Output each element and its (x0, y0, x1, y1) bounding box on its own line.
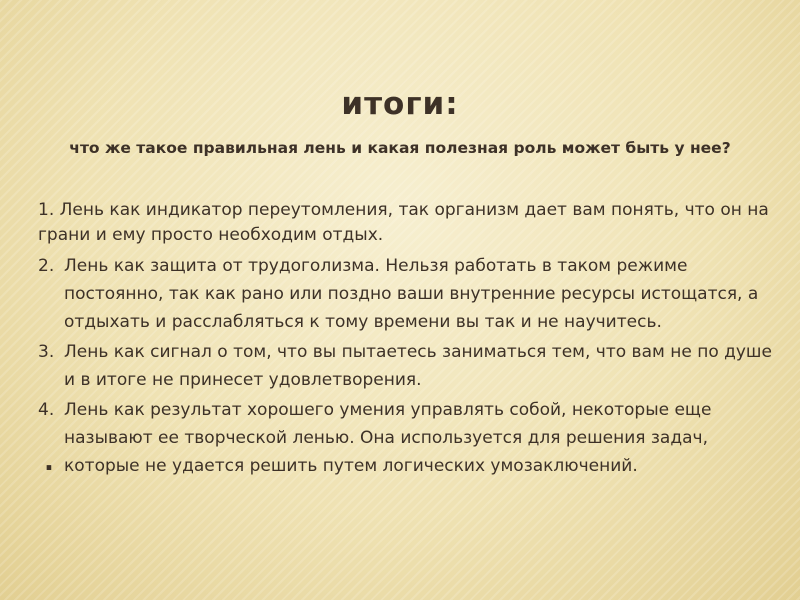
bullet-dot: . (44, 447, 54, 477)
slide-title: итоги: (341, 86, 459, 122)
list-item-text: Лень как защита от трудоголизма. Нельзя работать в таком режиме постоянно, так как рано или поздно ваши внутренние ресурсы истощатся, а отдыхать и расслабляться к тому времени вы так и не научитесь. (64, 256, 759, 332)
list-item-number: 1. (38, 200, 55, 220)
list-item (38, 338, 778, 394)
slide-subtitle: что же такое правильная лень и какая полезная роль может быть у нее? (69, 139, 731, 157)
list-item (38, 252, 778, 336)
list-item-text: Лень как сигнал о том, что вы пытаетесь заниматься тем, что вам не по душе и в итоге не принесет удовлетворения. (64, 342, 772, 390)
summary-list (38, 198, 778, 482)
list-item-number: 3. (38, 342, 55, 362)
list-item (38, 396, 778, 480)
list-item-number: 2. (38, 256, 55, 276)
list-item-text: Лень как результат хорошего умения управлять собой, некоторые еще называют ее творческой ленью. Она используется для решения задач, которые не удается решить путем логических умозаключений. (64, 400, 712, 476)
list-item-text: Лень как индикатор переутомления, так организм дает вам понять, что он на грани и ему просто необходим отдых. (38, 200, 769, 245)
list-item-number: 4. (38, 400, 55, 420)
list-item (38, 198, 778, 248)
